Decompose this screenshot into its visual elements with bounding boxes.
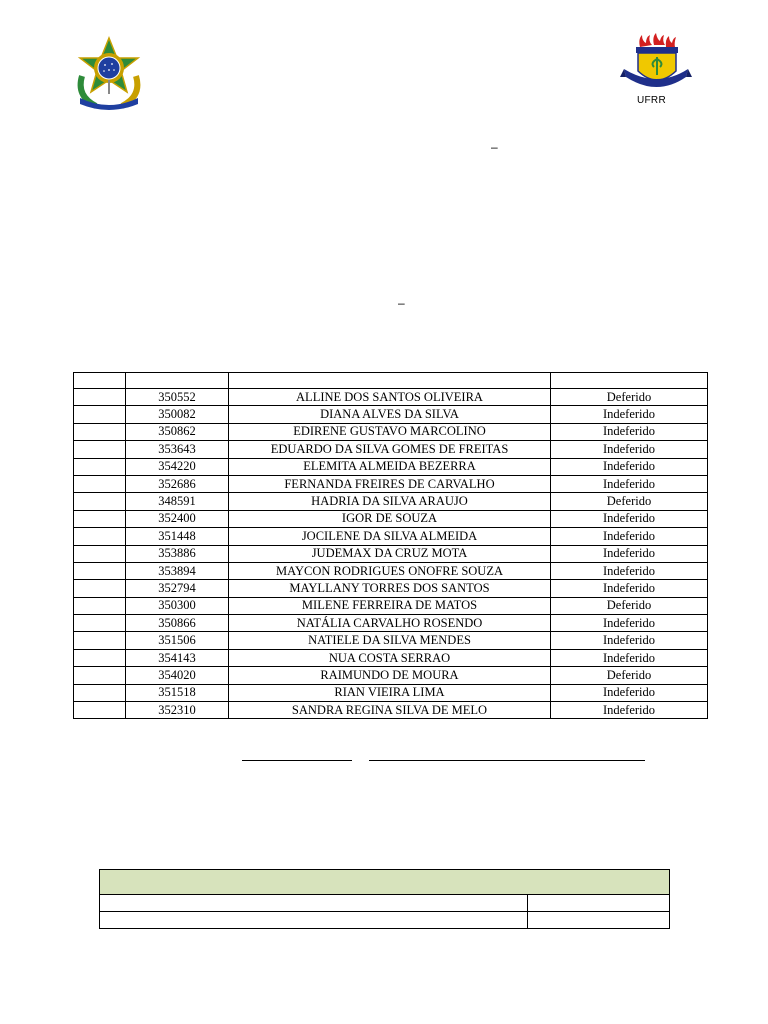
footer-table-row	[100, 895, 670, 912]
header-cell-status	[551, 373, 708, 389]
table-row	[74, 632, 708, 649]
registration-cell: 353643	[126, 441, 229, 458]
status-cell: Indeferido	[551, 649, 708, 666]
header-cell-order	[74, 373, 126, 389]
registration-cell: 351506	[126, 632, 229, 649]
results-table	[73, 372, 708, 719]
name-cell: DIANA ALVES DA SILVA	[229, 406, 551, 423]
signature-line-date	[242, 760, 352, 761]
name-cell: RIAN VIEIRA LIMA	[229, 684, 551, 701]
ufrr-logo-text: UFRR	[637, 95, 666, 106]
order-cell	[74, 649, 126, 666]
name-cell: SANDRA REGINA SILVA DE MELO	[229, 702, 551, 719]
status-cell: Indeferido	[551, 615, 708, 632]
order-cell	[74, 406, 126, 423]
table-row	[74, 667, 708, 684]
name-cell: EDUARDO DA SILVA GOMES DE FREITAS	[229, 441, 551, 458]
name-cell: FERNANDA FREIRES DE CARVALHO	[229, 475, 551, 492]
registration-cell: 354143	[126, 649, 229, 666]
order-cell	[74, 528, 126, 545]
footer-cell	[528, 912, 670, 929]
order-cell	[74, 597, 126, 614]
name-cell: MILENE FERREIRA DE MATOS	[229, 597, 551, 614]
footer-cell	[528, 895, 670, 912]
registration-cell: 352794	[126, 580, 229, 597]
brazil-coat-of-arms-logo	[72, 36, 146, 112]
footer-table-row	[100, 912, 670, 929]
status-cell: Indeferido	[551, 528, 708, 545]
table-row	[74, 475, 708, 492]
registration-cell: 350082	[126, 406, 229, 423]
status-cell: Indeferido	[551, 562, 708, 579]
table-row	[74, 562, 708, 579]
footer-header-cell	[100, 870, 670, 895]
table-row	[74, 580, 708, 597]
status-cell: Deferido	[551, 597, 708, 614]
table-row	[74, 441, 708, 458]
footer-table	[99, 869, 670, 929]
status-cell: Indeferido	[551, 545, 708, 562]
status-cell: Deferido	[551, 667, 708, 684]
registration-cell: 348591	[126, 493, 229, 510]
ufrr-crest-logo	[620, 33, 692, 95]
table-row	[74, 597, 708, 614]
subheading-dash: –	[398, 296, 405, 310]
table-row	[74, 702, 708, 719]
header-cell-registration	[126, 373, 229, 389]
order-cell	[74, 493, 126, 510]
name-cell: HADRIA DA SILVA ARAUJO	[229, 493, 551, 510]
registration-cell: 350866	[126, 615, 229, 632]
table-row	[74, 423, 708, 440]
order-cell	[74, 684, 126, 701]
registration-cell: 354220	[126, 458, 229, 475]
footer-cell	[100, 912, 528, 929]
table-row	[74, 545, 708, 562]
results-table-body	[74, 373, 708, 719]
name-cell: IGOR DE SOUZA	[229, 510, 551, 527]
order-cell	[74, 615, 126, 632]
name-cell: JUDEMAX DA CRUZ MOTA	[229, 545, 551, 562]
status-cell: Indeferido	[551, 684, 708, 701]
status-cell: Indeferido	[551, 406, 708, 423]
registration-cell: 351518	[126, 684, 229, 701]
table-row	[74, 649, 708, 666]
name-cell: MAYLLANY TORRES DOS SANTOS	[229, 580, 551, 597]
registration-cell: 350300	[126, 597, 229, 614]
status-cell: Indeferido	[551, 632, 708, 649]
registration-cell: 352400	[126, 510, 229, 527]
order-cell	[74, 441, 126, 458]
footer-table-header	[100, 870, 670, 895]
registration-cell: 350862	[126, 423, 229, 440]
name-cell: ALLINE DOS SANTOS OLIVEIRA	[229, 389, 551, 406]
status-cell: Indeferido	[551, 423, 708, 440]
name-cell: NATÁLIA CARVALHO ROSENDO	[229, 615, 551, 632]
table-row	[74, 615, 708, 632]
order-cell	[74, 580, 126, 597]
status-cell: Deferido	[551, 493, 708, 510]
table-row	[74, 458, 708, 475]
status-cell: Indeferido	[551, 475, 708, 492]
table-row	[74, 510, 708, 527]
table-row	[74, 493, 708, 510]
signature-line-name	[369, 760, 645, 761]
name-cell: ELEMITA ALMEIDA BEZERRA	[229, 458, 551, 475]
order-cell	[74, 389, 126, 406]
results-header-row	[74, 373, 708, 389]
registration-cell: 353894	[126, 562, 229, 579]
registration-cell: 352310	[126, 702, 229, 719]
heading-dash: –	[491, 140, 498, 154]
status-cell: Indeferido	[551, 441, 708, 458]
table-row	[74, 684, 708, 701]
order-cell	[74, 545, 126, 562]
registration-cell: 352686	[126, 475, 229, 492]
order-cell	[74, 510, 126, 527]
order-cell	[74, 475, 126, 492]
name-cell: EDIRENE GUSTAVO MARCOLINO	[229, 423, 551, 440]
name-cell: RAIMUNDO DE MOURA	[229, 667, 551, 684]
status-cell: Indeferido	[551, 510, 708, 527]
order-cell	[74, 423, 126, 440]
status-cell: Deferido	[551, 389, 708, 406]
name-cell: MAYCON RODRIGUES ONOFRE SOUZA	[229, 562, 551, 579]
order-cell	[74, 667, 126, 684]
footer-cell	[100, 895, 528, 912]
order-cell	[74, 562, 126, 579]
registration-cell: 351448	[126, 528, 229, 545]
order-cell	[74, 702, 126, 719]
table-row	[74, 528, 708, 545]
header-cell-name	[229, 373, 551, 389]
registration-cell: 350552	[126, 389, 229, 406]
order-cell	[74, 632, 126, 649]
registration-cell: 354020	[126, 667, 229, 684]
name-cell: NATIELE DA SILVA MENDES	[229, 632, 551, 649]
status-cell: Indeferido	[551, 702, 708, 719]
status-cell: Indeferido	[551, 458, 708, 475]
name-cell: JOCILENE DA SILVA ALMEIDA	[229, 528, 551, 545]
order-cell	[74, 458, 126, 475]
table-row	[74, 389, 708, 406]
table-row	[74, 406, 708, 423]
registration-cell: 353886	[126, 545, 229, 562]
status-cell: Indeferido	[551, 580, 708, 597]
name-cell: NUA COSTA SERRAO	[229, 649, 551, 666]
